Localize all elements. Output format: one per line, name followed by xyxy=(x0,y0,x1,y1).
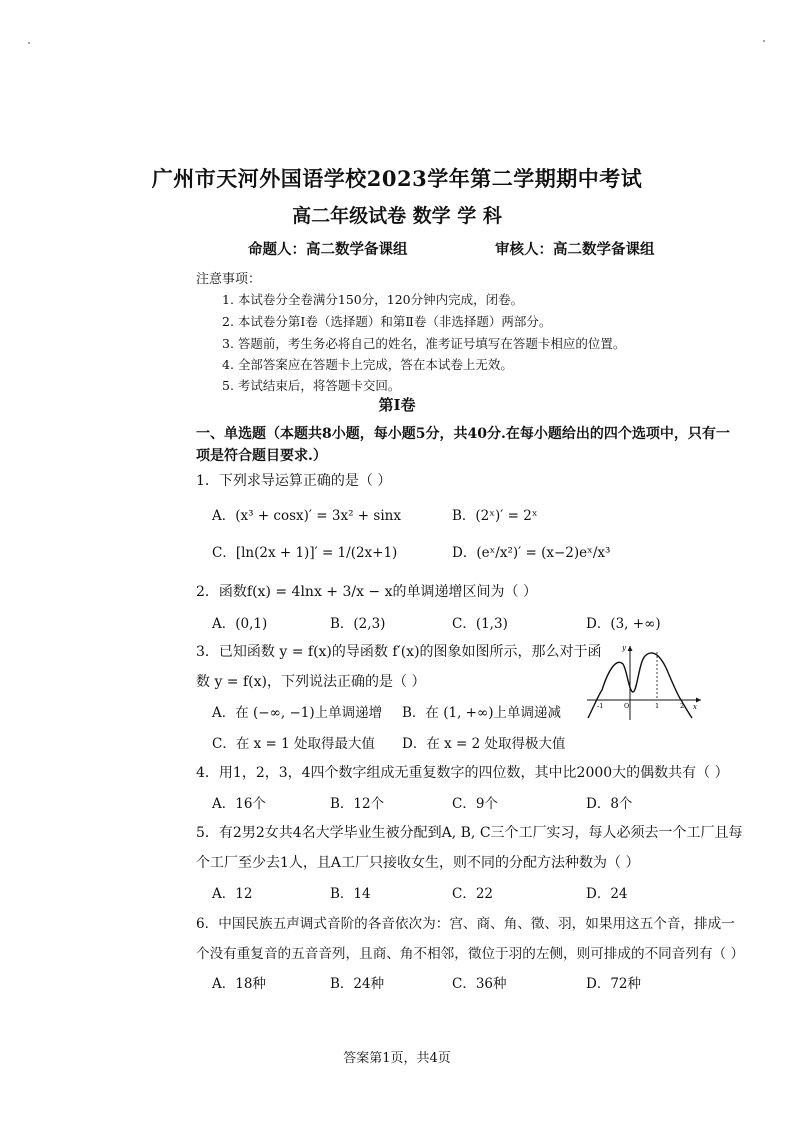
question-5-option-a: A．12 xyxy=(212,886,253,902)
question-3-stem-line1: 3．已知函数 y = f(x)的导函数 f′(x)的图象如图所示，那么对于函 xyxy=(196,644,602,660)
question-4-option-b: B．12个 xyxy=(330,796,385,812)
question-4-option-d: D．8个 xyxy=(586,796,633,812)
derivative-curve xyxy=(588,653,692,718)
question-6-stem-line2: 个没有重复音的五音音列，且商、角不相邻，徵位于羽的左侧，则可排成的不同音列有（ ） xyxy=(196,946,745,962)
question-3-option-c: C．在 x = 1 处取得最大值 xyxy=(212,736,376,752)
question-6-option-a: A．18种 xyxy=(212,976,266,992)
scan-speck xyxy=(763,40,765,42)
question-5-stem-line2: 个工厂至少去1人，且A工厂只接收女生，则不同的分配方法种数为（ ） xyxy=(196,855,640,871)
note-item: 1. 本试卷分全卷满分150分，120分钟内完成，闭卷。 xyxy=(222,292,524,307)
y-axis-label: y xyxy=(622,644,626,652)
question-5-stem-line1: 5．有2男2女共4名大学毕业生被分配到A, B, C三个工厂实习，每人必须去一个工厂且每 xyxy=(196,825,743,841)
question-6-option-d: D．72种 xyxy=(586,976,642,992)
question-2-option-a: A．(0,1) xyxy=(212,616,268,632)
author-line: 命题人：高二数学备课组 xyxy=(248,241,408,258)
question-3-stem-line2: 数 y = f(x)，下列说法正确的是（ ） xyxy=(196,674,426,690)
question-3-option-d: D．在 x = 2 处取得极大值 xyxy=(402,736,566,752)
question-1-option-d: D．(eˣ/x²)′ = (x−2)eˣ/x³ xyxy=(452,545,611,561)
note-item: 4. 全部答案应在答题卡上完成，答在本试卷上无效。 xyxy=(222,357,513,372)
question-1-option-a: A．(x³ + cosx)′ = 3x² + sinx xyxy=(212,508,401,524)
page-footer: 答案第1页，共4页 xyxy=(343,1051,451,1066)
question-2-option-b: B．(2,3) xyxy=(330,616,386,632)
part-heading-line2: 项是符合题目要求.） xyxy=(196,448,327,464)
derivative-graph xyxy=(585,642,705,722)
note-item: 3. 答题前，考生务必将自己的姓名，准考证号填写在答题卡相应的位置。 xyxy=(222,336,626,351)
notes-heading: 注意事项： xyxy=(196,272,262,287)
note-item: 5. 考试结束后，将答题卡交回。 xyxy=(222,378,401,393)
question-4-option-c: C．9个 xyxy=(452,796,498,812)
question-5-option-c: C．22 xyxy=(452,886,494,902)
part-heading-line1: 一、单选题（本题共8小题，每小题5分，共40分.在每小题给出的四个选项中，只有一 xyxy=(196,426,730,442)
question-6-stem-line1: 6．中国民族五声调式音阶的各音依次为：宫、商、角、徵、羽，如果用这五个音，排成一 xyxy=(196,916,735,932)
tick-label-2: 2 xyxy=(680,702,685,710)
note-item: 2. 本试卷分第Ⅰ卷（选择题）和第Ⅱ卷（非选择题）两部分。 xyxy=(222,314,552,329)
question-5-option-d: D．24 xyxy=(586,886,628,902)
section-title: 第Ⅰ卷 xyxy=(378,396,416,414)
tick-label-1: 1 xyxy=(655,702,660,710)
question-6-option-b: B．24种 xyxy=(330,976,385,992)
x-axis-label: x xyxy=(693,703,697,711)
question-5-option-b: B．14 xyxy=(330,886,371,902)
x-axis-arrow xyxy=(696,698,701,703)
scan-speck xyxy=(28,42,30,44)
reviewer-line: 审核人：高二数学备课组 xyxy=(495,241,655,258)
tick-label-neg1: -1 xyxy=(597,702,604,710)
y-axis-arrow xyxy=(628,646,633,651)
question-3-option-b: B．在 (1, +∞)上单调递减 xyxy=(402,705,561,721)
exam-title: 广州市天河外国语学校2023学年第二学期期中考试 xyxy=(151,166,643,191)
question-2-stem: 2．函数f(x) = 4lnx + 3/x − x的单调递增区间为（ ） xyxy=(196,584,537,600)
question-4-stem: 4．用1，2，3，4四个数字组成无重复数字的四位数，其中比2000大的偶数共有（ ） xyxy=(196,765,729,781)
question-6-option-c: C．36种 xyxy=(452,976,507,992)
question-1-option-c: C．[ln(2x + 1)]′ = 1/(2x+1) xyxy=(212,545,398,561)
origin-label: O xyxy=(624,702,630,710)
question-1-option-b: B．(2ˣ)′ = 2ˣ xyxy=(452,508,538,524)
question-1-stem: 1．下列求导运算正确的是（ ） xyxy=(196,473,392,489)
question-4-option-a: A．16个 xyxy=(212,796,266,812)
question-3-option-a: A．在 (−∞, −1)上单调递增 xyxy=(212,705,383,721)
exam-subtitle: 高二年级试卷 数学 学 科 xyxy=(292,205,502,227)
question-2-option-c: C．(1,3) xyxy=(452,616,508,632)
question-2-option-d: D．(3, +∞) xyxy=(586,616,661,632)
